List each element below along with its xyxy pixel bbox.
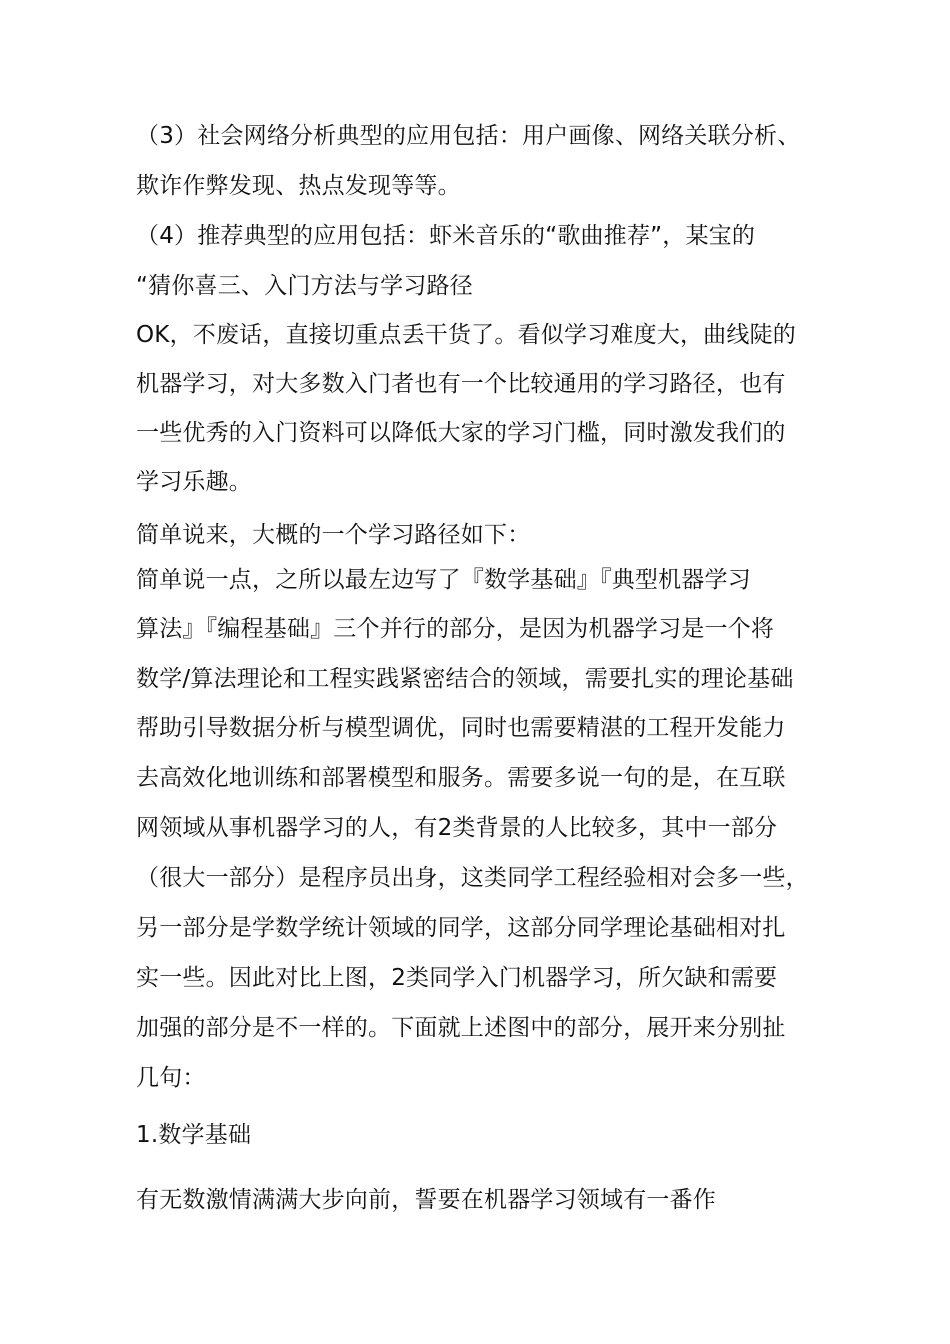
text-line: 网领域从事机器学习的人，有2类背景的人比较多，其中一部分 — [136, 815, 778, 841]
text-line: 学习乐趣。 — [136, 469, 252, 495]
text-line: 简单说来，大概的一个学习路径如下： — [136, 522, 531, 548]
text-line: 加强的部分是不一样的。下面就上述图中的部分，展开来分别扯 — [136, 1015, 786, 1041]
text-line: 一些优秀的入门资料可以降低大家的学习门槛，同时激发我们的 — [136, 420, 786, 446]
text-line: （很大一部分）是程序员出身，这类同学工程经验相对会多一些， — [136, 865, 809, 891]
text-line: “猜你喜三、入门方法与学习路径 — [136, 273, 473, 299]
text-line: 帮助引导数据分析与模型调优，同时也需要精湛的工程开发能力 — [136, 715, 786, 741]
text-line: 去高效化地训练和部署模型和服务。需要多说一句的是，在互联 — [136, 765, 786, 791]
text-line: （3）社会网络分析典型的应用包括：用户画像、网络关联分析、 — [136, 123, 801, 149]
section-heading: 1.数学基础 — [136, 1122, 252, 1148]
text-line: 实一些。因此对比上图，2类同学入门机器学习，所欠缺和需要 — [136, 965, 778, 991]
text-line: 另一部分是学数学统计领域的同学，这部分同学理论基础相对扎 — [136, 915, 786, 941]
text-line: 简单说一点，之所以最左边写了『数学基础』『典型机器学习 — [136, 567, 751, 593]
text-line: 欺诈作弊发现、热点发现等等。 — [136, 173, 461, 199]
text-line: 有无数激情满满大步向前，誓要在机器学习领域有一番作 — [136, 1187, 716, 1213]
text-line: （4）推荐典型的应用包括：虾米音乐的“歌曲推荐”，某宝的 — [136, 223, 756, 249]
text-line: 机器学习，对大多数入门者也有一个比较通用的学习路径，也有 — [136, 371, 786, 397]
text-line: 算法』『编程基础』三个并行的部分，是因为机器学习是一个将 — [136, 616, 775, 642]
text-line: 几句： — [136, 1065, 206, 1091]
text-line: OK，不废话，直接切重点丢干货了。看似学习难度大，曲线陡的 — [136, 322, 796, 348]
text-line: 数学/算法理论和工程实践紧密结合的领域，需要扎实的理论基础 — [136, 666, 794, 692]
